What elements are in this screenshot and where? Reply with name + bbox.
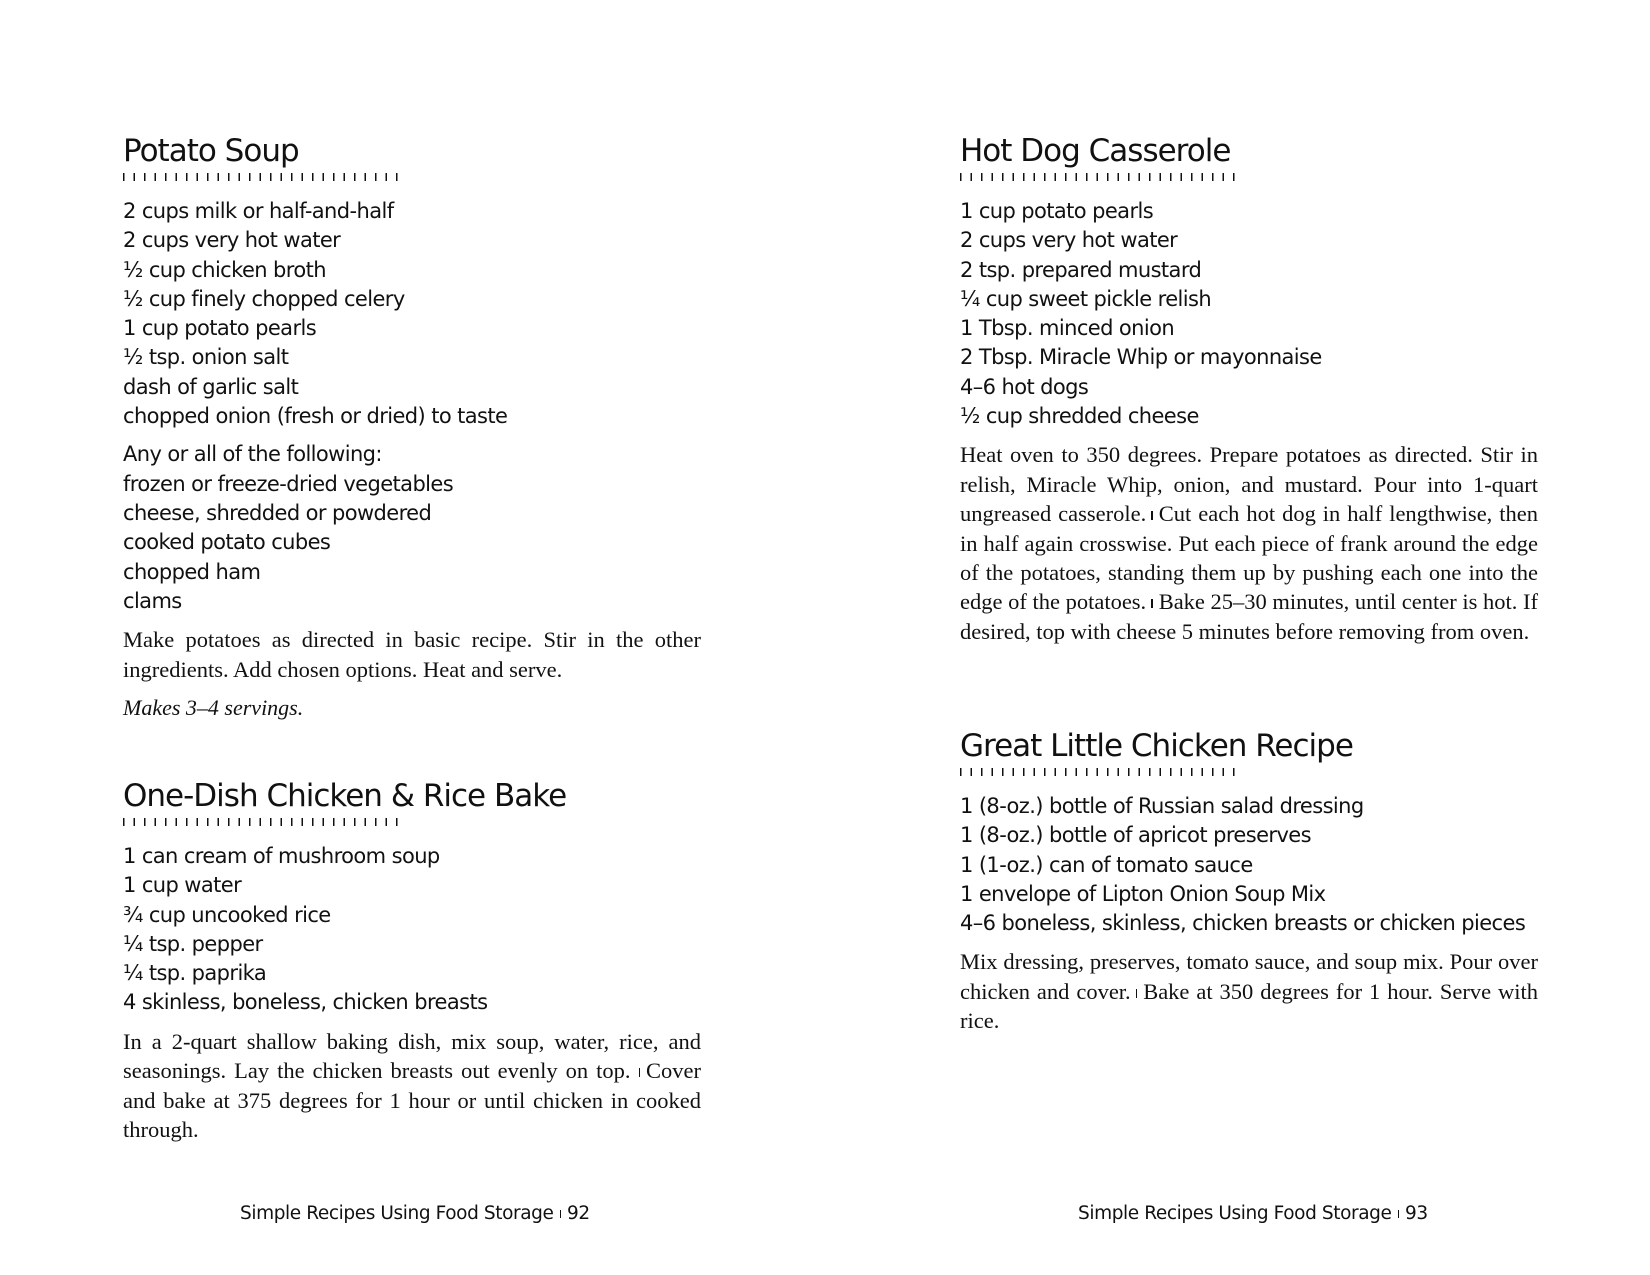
direction-step: Cover and bake at 375 degrees for 1 hour or until chicken in cooked through. [123,1058,701,1142]
ingredient-item: 1 envelope of Lipton Onion Soup Mix [960,881,1326,906]
directions: Make potatoes as directed in basic recipe. Stir in the other ingredients. Add chosen options. Heat and serve. [123,627,701,682]
direction-step: Bake at 350 degrees for 1 hour. Serve with rice. [960,978,1538,1034]
page-number: 93 [1405,1203,1428,1224]
options-label: Any or all of the following: [123,442,382,467]
title-dotted-rule [123,818,401,826]
footer-separator [560,1210,562,1218]
ingredient-item: 1 (8-oz.) bottle of Russian salad dressing [960,794,1364,818]
ingredient-list [123,197,701,431]
ingredient-item: 1 cup water [123,873,242,898]
ingredient-item: ½ tsp. onion salt [123,345,289,370]
page-footer [1078,1203,1428,1224]
ingredient-item: chopped onion (fresh or dried) to taste [123,404,508,429]
ingredient-list [960,792,1538,938]
option-item: clams [123,588,182,613]
ingredient-item: 4–6 boneless, skinless, chicken breasts or chicken pieces [960,911,1526,936]
title-dotted-rule [123,173,401,181]
option-item: chopped ham [123,559,261,584]
footer-separator [1398,1210,1400,1218]
direction-step: In a 2-quart shallow baking dish, mix soup, water, rice, and seasonings. Lay the chicken breasts out evenly on top. [123,1028,701,1084]
direction-step: Cut each hot dog in half lengthwise, then in half again crosswise. Put each piece of frank around the edge of the potatoes, standing them up by pushing each one into the edge of the potatoes. [960,501,1538,615]
recipe-hot-dog-casserole [960,133,1538,646]
ingredient-item: 1 cup potato pearls [123,316,317,341]
page-number: 92 [567,1203,590,1224]
directions [960,947,1538,1035]
right-page [825,0,1650,1275]
step-marker [639,1068,641,1077]
recipe-potato-soup [123,133,701,722]
direction-step: Mix dressing, preserves, tomato sauce, and soup mix. Pour over chicken and cover. [960,949,1538,1004]
ingredient-item: 4–6 hot dogs [960,374,1089,399]
ingredient-item: 1 (1-oz.) can of tomato sauce [960,852,1253,877]
title-dotted-rule [960,768,1238,776]
direction-step: Heat oven to 350 degrees. Prepare potatoes as directed. Stir in relish, Miracle Whip, onion, and mustard. Pour into 1-quart ungreased casserole. [960,442,1538,527]
footer-book-title: Simple Recipes Using Food Storage [1078,1203,1392,1224]
ingredient-item: ½ cup chicken broth [123,257,326,282]
ingredient-item: ¼ cup sweet pickle relish [960,286,1212,311]
ingredient-item: 4 skinless, boneless, chicken breasts [123,990,488,1015]
servings-note: Makes 3–4 servings. [123,694,304,720]
option-item: cheese, shredded or powdered [123,500,432,525]
ingredient-item: ¾ cup uncooked rice [123,902,331,927]
ingredient-item: ½ cup finely chopped celery [123,286,405,311]
ingredient-item: 2 Tbsp. Miracle Whip or mayonnaise [960,345,1322,370]
ingredient-list [123,842,701,1018]
direction-step: Bake 25–30 minutes, until center is hot. If desired, top with cheese 5 minutes before removing from oven. [960,589,1538,644]
ingredient-item: 1 Tbsp. minced onion [960,316,1175,341]
page-footer [240,1203,590,1224]
ingredient-item: 2 cups milk or half-and-half [123,199,394,223]
ingredient-item: ½ cup shredded cheese [960,404,1199,429]
recipe-title: Potato Soup [123,133,299,169]
ingredient-item: dash of garlic salt [123,374,299,399]
ingredient-item: 1 (8-oz.) bottle of apricot preserves [960,823,1311,848]
title-dotted-rule [960,173,1238,181]
ingredient-item: ¼ tsp. paprika [123,961,267,986]
option-item: cooked potato cubes [123,530,331,555]
recipe-title: One-Dish Chicken & Rice Bake [123,778,567,814]
ingredient-item: 1 cup potato pearls [960,199,1154,223]
ingredient-item: 1 can cream of mushroom soup [123,844,440,868]
recipe-title: Great Little Chicken Recipe [960,728,1353,764]
ingredient-item: 2 cups very hot water [123,228,341,253]
recipe-great-little-chicken [960,728,1538,1036]
ingredient-item: 2 cups very hot water [960,228,1178,253]
recipe-title: Hot Dog Casserole [960,133,1231,169]
recipe-chicken-rice-bake [123,778,701,1144]
ingredient-item: 2 tsp. prepared mustard [960,257,1202,282]
ingredient-list [960,197,1538,431]
directions [123,1027,701,1145]
footer-book-title: Simple Recipes Using Food Storage [240,1203,554,1224]
directions [960,440,1538,646]
options-list [123,470,701,616]
ingredient-item: ¼ tsp. pepper [123,931,263,956]
step-marker [1151,599,1153,608]
option-item: frozen or freeze-dried vegetables [123,471,454,496]
step-marker [1136,989,1138,998]
step-marker [1151,511,1153,520]
